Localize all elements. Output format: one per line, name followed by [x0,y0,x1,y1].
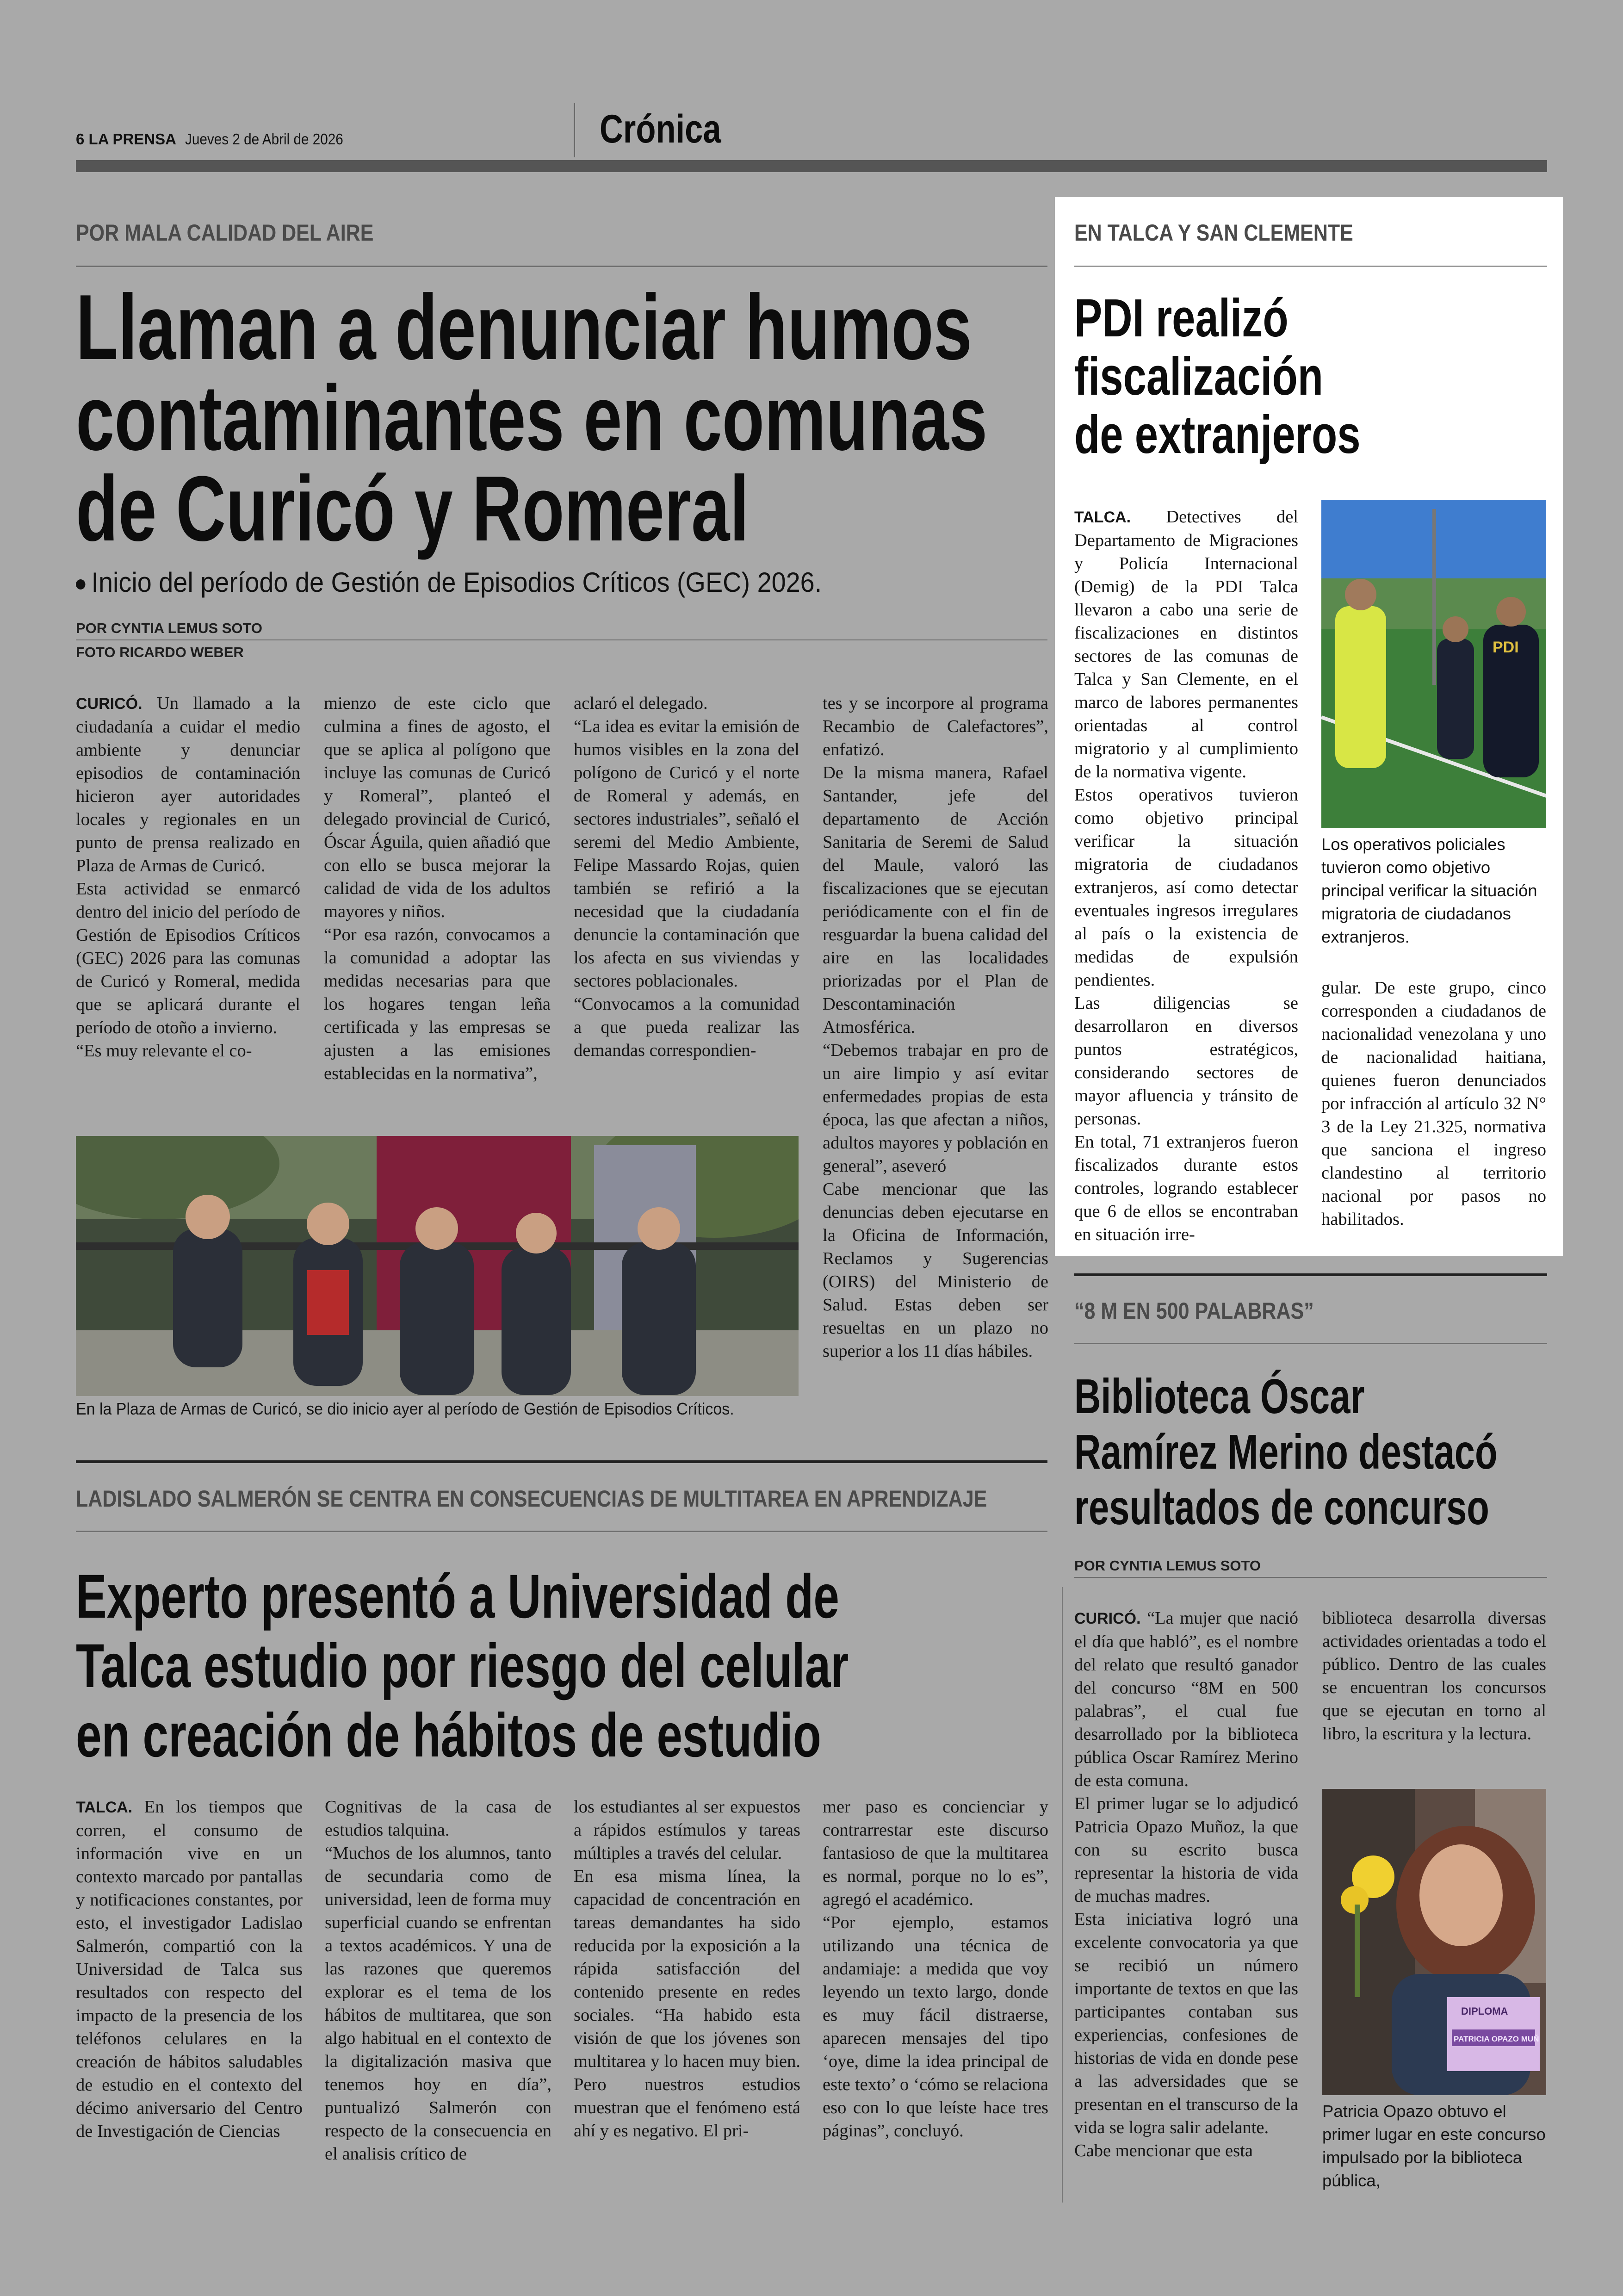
pdi-officers-photo [1321,500,1546,828]
headline-line: PDI realizó [1074,288,1288,348]
article2-headline [1074,289,1361,464]
article1-byline: POR CYNTIA LEMUS SOTO [76,620,263,636]
bullet-icon [76,579,85,590]
headline-line: de Curicó y Romeral [76,457,749,560]
article3-headline [76,1562,849,1770]
column-text: Un llamado a la ciudadanía a cuidar el medio ambiente y denunciar episodios de contaminación hicieron ayer autoridades locales y regionales en un punto de prensa realizado en Plaza de Armas de Curicó. Esta actividad se enmarcó dentro del inicio del período de Gestión de Episodios Críticos (GEC) 2026 para las comunas de Curicó y Romeral, medida que se aplicará durante el período de otoño a invierno. “Es muy relevante el co- [76,694,300,1061]
article3-kicker-rule [76,1531,1047,1532]
article2-kicker: EN TALCA Y SAN CLEMENTE [1074,220,1353,246]
article3-top-rule [76,1460,1047,1463]
article1-byline-rule [76,639,1047,640]
diploma-name: PATRICIA OPAZO MUÑ [1454,2035,1539,2043]
article1-kicker-rule [76,266,1047,267]
plaza-officials-photo [76,1136,799,1396]
article2-photo-caption: Los operativos policiales tuvieron como objetivo principal verificar la situación migratoria de ciudadanos extranjeros. [1321,835,1537,946]
winner-diploma-photo [1322,1789,1546,2095]
article3-column-3: los estudiantes al ser expuestos a rápidos estímulos y tareas múltiples a través del celular. En esa misma línea, la capacidad de concentración en tareas demandantes ha sido reducida por la exposición a la rápida satisfacción del contenido presente en redes sociales. “Ha habido esta visión de que los jóvenes son multitarea y lo hacen muy bien. Pero nuestros estudios muestran que el fenómeno está ahí y es negativo. El pri- [574,1797,800,2141]
article4-top-rule [1074,1273,1547,1276]
dateline: CURICÓ. [76,695,142,713]
article4-column-2: biblioteca desarrolla diversas actividades orientadas a todo el público. Dentro de las cuales se encuentran los concursos que se ejecutan en torno al libro, la escritura y la lectura. [1322,1608,1546,1744]
article4-photo [1322,1789,1546,2095]
article1-photo-caption: En la Plaza de Armas de Curicó, se dio inicio ayer al período de Gestión de Episodios Críticos. [76,1399,734,1418]
article3-column-2: Cognitivas de la casa de estudios talquina. “Muchos de los alumnos, tanto de secundaria como de universidad, leen de forma muy superficial cuando se enfrentan a textos académicos. Y una de las razones que queremos explorar es el tema de los hábitos de multitarea, que son algo habitual en el contexto de la digitalización masiva que tenemos hoy en día”, puntualizó Salmerón con respecto de la consecuencia en el analisis crítico de [325,1797,551,2164]
article2-kicker-rule [1074,266,1547,267]
section-title: Crónica [600,107,721,151]
dateline: TALCA. [76,1799,133,1816]
article1-column-3: aclaró el delegado. “La idea es evitar la emisión de humos visibles en la zona del polígono de Curicó y el norte de Romeral y además, en sectores industriales”, señaló el seremi del Medio Ambiente, Felipe Massardo Rojas, quien también se refirió a la necesidad que la ciudadanía denuncie la contaminación que los afecta en sus viviendas y sectores poblacionales. “Convocamos a la comunidad a que pueda realizar las demandas correspondien- [574,694,799,1060]
article1-kicker: POR MALA CALIDAD DEL AIRE [76,220,374,246]
pdi-patch-text: PDI [1493,639,1519,656]
headline-line: Talca estudio por riesgo del celular [76,1632,849,1700]
headline-line: contaminantes en comunas [76,366,988,470]
paper-name: LA PRENSA [88,130,176,148]
article1-photo [76,1136,799,1396]
page-header [76,130,361,148]
headline-line: Ramírez Merino destacó [1074,1425,1498,1479]
article2-column-2: gular. De este grupo, cinco corresponden a ciudadanos de nacionalidad venezolana y uno de nacionalidad haitiana, quienes fueron denunciados por infracción al artículo 32 N° 3 de la Ley 21.325, normativa que sanciona el ingreso clandestino al territorio nacional por pasos no habilitados. [1321,978,1546,1229]
article4-kicker: “8 M EN 500 PALABRAS” [1074,1298,1314,1324]
dateline: CURICÓ. [1074,1610,1141,1627]
headline-line: en creación de hábitos de estudio [76,1701,821,1770]
article1-column-4: tes y se incorpore al programa Recambio de Calefactores”, enfatizó. De la misma manera, Rafael Santander, jefe del departamento de Acción Sanitaria de Seremi de Salud del Maule, valoró las fiscalizaciones que se ejecutan periódicamente con el fin de resguardar la buena calidad del aire en las localidades priorizadas por el Plan de Descontaminación Atmosférica. “Debemos trabajar en pro de un aire limpio y así evitar enfermedades propias de esta época, las que afectan a niños, adultos mayores y población en general”, aseveró Cabe mencionar que las denuncias deben ejecutarse en la Oficina de Información, Reclamos y Sugerencias (OIRS) del Ministerio de Salud. Estas deben ser resueltas en un plazo no superior a los 11 días hábiles. [823,694,1048,1361]
dateline: TALCA. [1074,509,1131,526]
article3-column-1 [76,1795,303,2143]
article1-headline [76,276,988,560]
article4-byline-rule [1074,1577,1547,1578]
article4-kicker-rule [1074,1343,1547,1344]
issue-date: Jueves 2 de Abril de 2026 [185,130,343,148]
page-number: 6 [76,130,85,148]
article4-photo-caption: Patricia Opazo obtuvo el primer lugar en este concurso impulsado por la biblioteca pública, [1322,2102,1546,2190]
article1-column-2: mienzo de este ciclo que culmina a fines de agosto, el que se aplica al polígono que incluye las comunas de Curicó y Romeral”, planteó el delegado provincial de Curicó, Óscar Águila, quien añadió que con ello se busca mejorar la calidad de vida de los adultos mayores y niños. “Por esa razón, convocamos a la comunidad a adoptar las medidas necesarias para que los hogares tengan leña certificada y las empresas se ajusten a las emisiones establecidas en la normativa”, [324,694,551,1083]
article4-column-1 [1074,1607,1298,2162]
article2-column-1 [1074,505,1298,1246]
article1-column-1 [76,692,300,1062]
column-text: En los tiempos que corren, el consumo de información vive en un contexto marcado por pantallas y notificaciones constantes, por esto, el investigador Ladislao Salmerón, compartió con la Universidad de Talca sus resultados con respecto del impacto de la presencia de los teléfonos celulares en la creación de hábitos saludables de estudio en el contexto del décimo aniversario del Centro de Investigación de Ciencias [76,1797,303,2141]
column-text: “La mujer que nació el día que habló”, es el nombre del relato que resultó ganador del concurso “8M en 500 palabras”, el cual fue desarrollado por la biblioteca pública Oscar Ramírez Merino de esta comuna. El primer lugar se lo adjudicó Patricia Opazo Muñoz, la que con su escrito busca representar la historia de vida de muchas madres. Esta iniciativa logró una excelente convocatoria ya que se recibió un número importante de textos en que las participantes contaban sus experiencias, confesiones de historias de vida en donde pese a las adversidades que se presentan en el transcurso de la vida se logra salir adelante. Cabe mencionar que esta [1074,1608,1298,2160]
headline-line: Experto presentó a Universidad de [76,1562,839,1631]
article4-byline: POR CYNTIA LEMUS SOTO [1074,1558,1261,1574]
article3-column-4: mer paso es concienciar y contrarrestar este discurso fantasioso de que la multitarea es normal, porque no lo es”, agregó el académico. “Por ejemplo, estamos utilizando una técnica de andamiaje: a medida que voy leyendo un texto largo, donde es muy fácil distraerse, aparecen mensajes del tipo ‘oye, dime la idea principal de este texto’ o ‘cómo se relaciona eso con lo que leíste hace tres páginas”, concluyó. [823,1797,1048,2141]
article1-deck [76,566,822,598]
headline-line: fiscalización [1074,346,1324,406]
column-separator [1062,1587,1063,2203]
article1-photo-credit: FOTO RICARDO WEBER [76,644,244,660]
header-divider [574,103,575,157]
headline-line: Biblioteca Óscar [1074,1369,1365,1424]
article4-headline [1074,1369,1498,1535]
article2-photo [1321,500,1546,828]
header-bar [76,160,1547,172]
deck-text: Inicio del período de Gestión de Episodios Críticos (GEC) 2026. [91,567,822,598]
article3-kicker: LADISLADO SALMERÓN SE CENTRA EN CONSECUENCIAS DE MULTITAREA EN APRENDIZAJE [76,1486,987,1512]
diploma-title: DIPLOMA [1461,2005,1508,2017]
column-text: Detectives del Departamento de Migraciones y Policía Internacional (Demig) de la PDI Talca llevaron a cabo una serie de fiscalizaciones en distintos sectores de las comunas de Talca y San Clemente, en el marco de labores permanentes orientadas al control migratorio y al cumplimiento de la normativa vigente. Estos operativos tuvieron como objetivo principal verificar la situación migratoria de ciudadanos extranjeros, así como detectar eventuales ingresos irregulares al país o la existencia de medidas de expulsión pendientes. Las diligencias se desarrollaron en diversos puntos estratégicos, considerando sectores de mayor afluencia y tránsito de personas. En total, 71 extranjeros fueron fiscalizados durante estos controles, logrando establecer que 6 de ellos se encontraban en situación irre- [1074,507,1299,1244]
headline-line: de extranjeros [1074,404,1361,465]
headline-line: Llaman a denunciar humos [76,276,972,379]
headline-line: resultados de concurso [1074,1480,1489,1535]
